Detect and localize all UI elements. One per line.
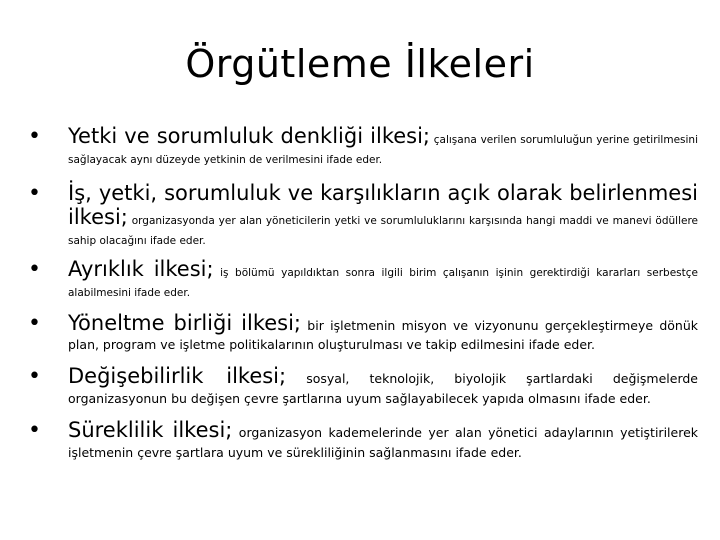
item-description: çalışana verilen sorumluluğun yerine getirilmesini sağlayacak aynı düzeyde yetkinin de verilmesini ifade eder. (68, 134, 699, 166)
slide-title: Örgütleme İlkeleri (185, 42, 535, 86)
bullet-icon: • (28, 310, 41, 336)
list-item (28, 311, 698, 355)
item-description: bir işletmenin misyon ve vizyonunu gerçekleştirmeye dönük plan, program ve işletme politikalarının oluşturulması ve takip edilmesini ifade eder. (68, 317, 699, 353)
item-description: organizasyonda yer alan yöneticilerin yetki ve sorumluluklarını karşısında hangi maddi ve manevi ödüllere sahip olacağını ifade eder. (68, 215, 698, 248)
item-heading: Yetki ve sorumluluk denkliği ilkesi; (68, 124, 430, 148)
list-item (28, 257, 698, 301)
item-heading: Yöneltme birliği ilkesi; (68, 310, 302, 335)
bullet-icon: • (28, 257, 41, 283)
list-item (28, 181, 698, 249)
bullet-icon: • (28, 364, 41, 390)
item-description: sosyal, teknolojik, biyolojik şartlardaki değişmelerde organizasyonun bu değişen çevre şartlarına uyum sağlayabilecek yapıda olmasını ifade eder. (68, 371, 698, 407)
item-heading: Süreklilik ilkesi; (68, 417, 233, 442)
principles-list (28, 124, 698, 474)
list-item (28, 364, 698, 408)
item-heading: Ayrıklık ilkesi; (68, 257, 214, 282)
bullet-icon: • (28, 417, 41, 443)
item-description: iş bölümü yapıldıktan sonra ilgili birim çalışanın işinin gerektirdiği kararları serbestçe alabilmesini ifade eder. (68, 267, 698, 299)
bullet-icon: • (28, 180, 41, 206)
item-description: organizasyon kademelerinde yer alan yönetici adaylarının yetiştirilerek işletmenin çevre şartlara uyum ve sürekliliğinin sağlanmasını ifade eder. (68, 424, 698, 460)
list-item (28, 124, 698, 168)
item-heading: Değişebilirlik ilkesi; (68, 364, 287, 389)
list-item (28, 418, 698, 462)
bullet-icon: • (28, 124, 41, 149)
item-heading: İş, yetki, sorumluluk ve karşılıkların açık olarak belirlenmesi ilkesi; (68, 180, 698, 230)
